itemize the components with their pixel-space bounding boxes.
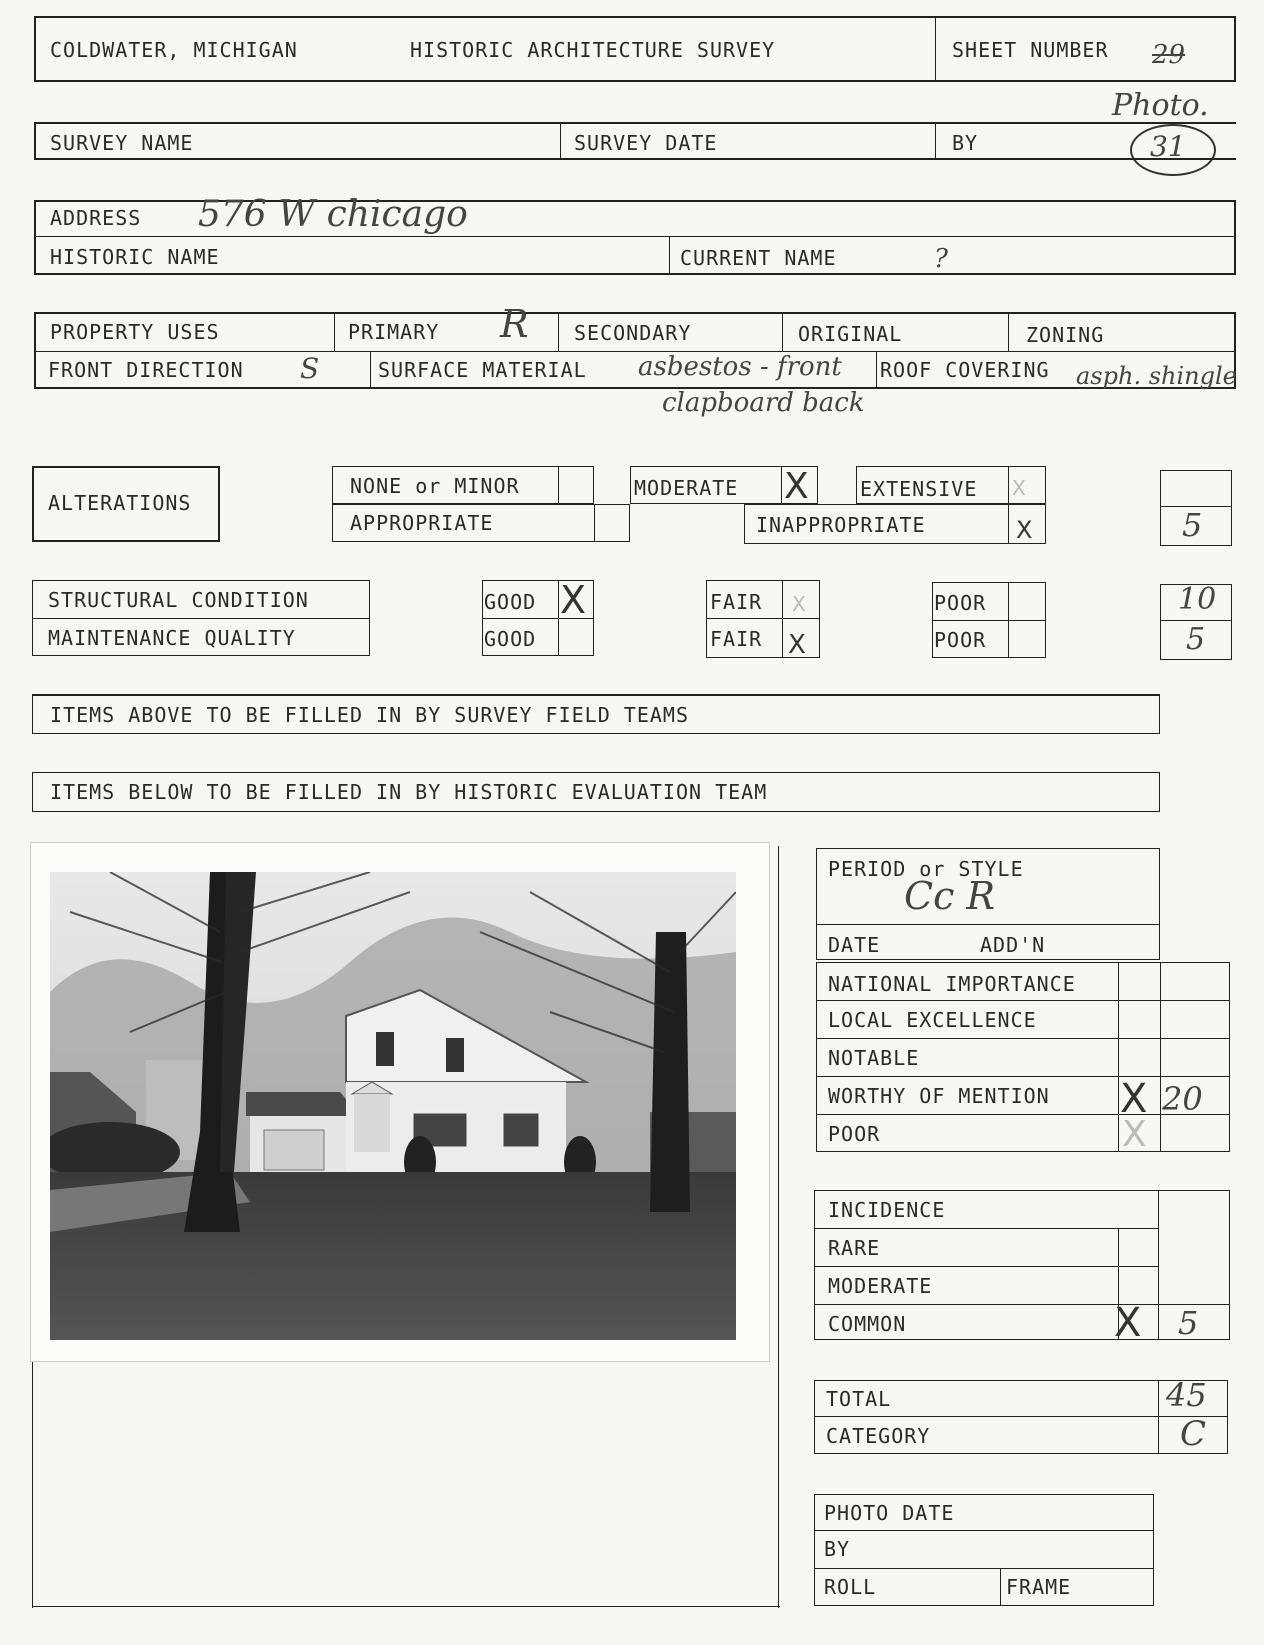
primary-label: PRIMARY	[348, 320, 440, 344]
address-label: ADDRESS	[50, 206, 142, 230]
structural-condition-label: STRUCTURAL CONDITION	[48, 588, 309, 612]
category-value[interactable]: C	[1180, 1414, 1207, 1454]
photo-note: Photo.	[1112, 88, 1209, 123]
photo-area-bottom	[32, 1606, 780, 1607]
frame-label: FRAME	[1006, 1575, 1072, 1599]
roof-covering-value[interactable]: asph. shingle	[1076, 362, 1237, 390]
survey-title: HISTORIC ARCHITECTURE SURVEY	[410, 38, 776, 62]
moderate-label: MODERATE	[634, 476, 739, 500]
period-label: PERIOD or STYLE	[828, 857, 1024, 881]
survey-name-label: SURVEY NAME	[50, 131, 194, 155]
incidence-moderate-label: MODERATE	[828, 1274, 933, 1298]
structural-fair-x-mark[interactable]: X	[792, 592, 806, 616]
structural-fair-label: FAIR	[710, 590, 763, 614]
zoning-label: ZONING	[1026, 323, 1105, 347]
roof-covering-label: ROOF COVERING	[880, 358, 1050, 382]
original-label: ORIGINAL	[798, 322, 903, 346]
common-score[interactable]: 5	[1178, 1304, 1199, 1342]
photo-area-right	[778, 846, 779, 1608]
survey-date-label: SURVEY DATE	[574, 131, 718, 155]
local-excellence-label: LOCAL EXCELLENCE	[828, 1008, 1037, 1032]
survey-by-label: BY	[952, 131, 979, 155]
worthy-label: WORTHY OF MENTION	[828, 1084, 1050, 1108]
surface-material-label: SURFACE MATERIAL	[378, 358, 587, 382]
secondary-label: SECONDARY	[574, 321, 692, 345]
city-label: COLDWATER, MICHIGAN	[50, 38, 298, 62]
surface-material-value[interactable]: asbestos - front	[638, 352, 842, 382]
photo-by-label: BY	[824, 1537, 851, 1561]
notable-label: NOTABLE	[828, 1046, 920, 1070]
maintenance-good-label: GOOD	[484, 627, 537, 651]
worthy-x-mark[interactable]: X	[1120, 1076, 1148, 1122]
historic-name-label: HISTORIC NAME	[50, 245, 220, 269]
address-value[interactable]: 576 W chicago	[198, 194, 468, 235]
alterations-score[interactable]: 5	[1182, 506, 1203, 544]
appropriate-label: APPROPRIATE	[350, 511, 494, 535]
maintenance-quality-label: MAINTENANCE QUALITY	[48, 626, 296, 650]
roll-label: ROLL	[824, 1575, 877, 1599]
extensive-label: EXTENSIVE	[860, 477, 978, 501]
current-name-value[interactable]: ?	[934, 244, 948, 274]
maintenance-fair-label: FAIR	[710, 627, 763, 651]
moderate-x-mark[interactable]: X	[784, 466, 809, 507]
eval-poor-label: POOR	[828, 1122, 881, 1146]
primary-value[interactable]: R	[500, 302, 529, 346]
national-importance-label: NATIONAL IMPORTANCE	[828, 972, 1076, 996]
note-below: ITEMS BELOW TO BE FILLED IN BY HISTORIC EVALUATION TEAM	[50, 780, 768, 804]
addn-label: ADD'N	[980, 933, 1046, 957]
inappropriate-x-mark[interactable]: X	[1016, 516, 1033, 544]
period-value[interactable]: Cc R	[904, 874, 996, 918]
rare-label: RARE	[828, 1236, 881, 1260]
note-above: ITEMS ABOVE TO BE FILLED IN BY SURVEY FIELD TEAMS	[50, 703, 690, 727]
common-x-mark[interactable]: X	[1114, 1300, 1142, 1346]
sheet-number-value[interactable]: 29	[1152, 40, 1186, 70]
total-label: TOTAL	[826, 1387, 892, 1411]
total-value[interactable]: 45	[1166, 1376, 1207, 1414]
photo-date-label: PHOTO DATE	[824, 1501, 955, 1525]
structural-good-label: GOOD	[484, 590, 537, 614]
structural-score[interactable]: 10	[1178, 582, 1217, 617]
property-uses-label: PROPERTY USES	[50, 320, 220, 344]
common-label: COMMON	[828, 1312, 907, 1336]
house-photo	[50, 872, 736, 1340]
eval-poor-x-mark[interactable]: X	[1122, 1114, 1147, 1155]
date-label: DATE	[828, 933, 881, 957]
surface-material-value-2[interactable]: clapboard back	[662, 388, 865, 418]
incidence-label: INCIDENCE	[828, 1198, 946, 1222]
structural-good-x-mark[interactable]: X	[560, 578, 587, 622]
worthy-score[interactable]: 20	[1162, 1080, 1203, 1118]
maintenance-fair-x-mark[interactable]: X	[788, 630, 806, 660]
front-direction-value[interactable]: S	[300, 352, 320, 385]
current-name-label: CURRENT NAME	[680, 246, 837, 270]
none-minor-label: NONE or MINOR	[350, 474, 520, 498]
category-label: CATEGORY	[826, 1424, 931, 1448]
maintenance-score[interactable]: 5	[1186, 622, 1206, 657]
sheet-number-label: SHEET NUMBER	[952, 38, 1109, 62]
front-direction-label: FRONT DIRECTION	[48, 358, 244, 382]
extensive-x-mark[interactable]: X	[1012, 476, 1026, 500]
inappropriate-label: INAPPROPRIATE	[756, 513, 926, 537]
maintenance-poor-label: POOR	[934, 628, 987, 652]
photo-number-value[interactable]: 31	[1150, 130, 1186, 163]
structural-poor-label: POOR	[934, 591, 987, 615]
alterations-label: ALTERATIONS	[48, 491, 192, 515]
